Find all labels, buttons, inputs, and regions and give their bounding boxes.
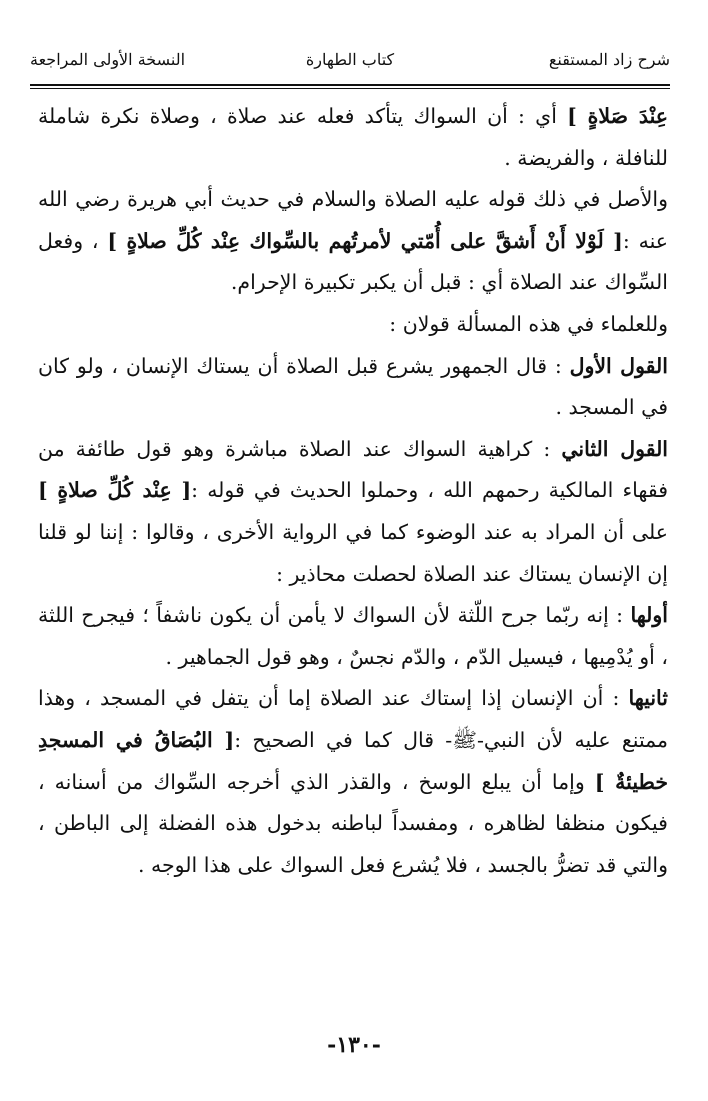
running-header [30,44,670,84]
paragraph [38,429,668,595]
paragraph-lead: ثانيها [628,686,668,711]
paragraph [38,96,668,179]
header-chapter-title: كتاب الطهارة [305,50,395,69]
paragraph [38,304,668,346]
paragraph [38,346,668,429]
paragraph [38,179,668,304]
paragraph [38,678,668,886]
paragraph [38,595,668,678]
paragraph-text: : كراهية السواك عند الصلاة مباشرة وهو قول طائفة من فقهاء المالكية رحمهم الله ، وحملوا الحديث في قوله : [38,436,668,503]
body-text [38,96,668,886]
paragraph-text: : قال الجمهور يشرع قبل الصلاة أن يستاك الإنسان ، ولو كان في المسجد . [38,353,668,420]
paragraph-tail: وإما أن يبلع الوسخ ، والقذر الذي أخرجه السِّواك من أسنانه ، فيكون منظفا لظاهره ، ومفسداً لباطنه بدخول هذه الفضلة إلى الباطن ، والتي قد تضرُّ بالجسد ، فلا يُشرع فعل السواك على هذا الوجه . [38,769,668,877]
paragraph-tail: ، وفعل السِّواك عند الصلاة أي : قبل أن يكبر تكبيرة الإحرام. [38,228,668,295]
header-rule-thin [30,88,670,89]
paragraph-text: وللعلماء في هذه المسألة قولان : [389,311,668,336]
paragraph-lead: عِنْدَ صَلاةٍ ] [567,104,668,128]
hadith-quote: [ عِنْد كُلِّ صلاةٍ ] [38,478,192,503]
hadith-quote: [ البُصَاقُ في المسجدِ خطيئةٌ ] [38,727,668,794]
header-rule [30,84,670,86]
paragraph-tail: على أن المراد به عند الوضوء كما في الرواية الأخرى ، وقالوا : إننا لو قلنا إن الإنسان يستاك عند الصلاة لحصلت محاذير : [38,519,668,586]
paragraph-text: : إنه ربّما جرح اللّثة لأن السواك لا يأمن أن يكون ناشفاً ؛ فيجرح اللثة ، أو يُدْمِيها ، فيسيل الدّم ، والدّم نجسٌ ، وهو قول الجماهير . [38,603,668,669]
paragraph-lead: القول الأول [569,353,668,378]
header-edition-note: النسخة الأولى المراجعة [30,50,186,69]
paragraph-text: : أن الإنسان إذا إستاك عند الصلاة إما أن يتفل في المسجد ، وهذا ممتنع عليه لأن النبي-ﷺ- قال كما في الصحيح : [38,686,668,752]
paragraph-text: والأصل في ذلك قوله عليه الصلاة والسلام في حديث أبي هريرة رضي الله عنه : [38,187,669,253]
hadith-quote: [ لَوْلا أَنْ أَشقَّ على أُمّتي لأمرتُهم بالسِّواك عِنْد كُلِّ صلاةٍ ] [107,228,623,253]
page-number: -١٣٠- [327,1032,381,1058]
paragraph-lead: القول الثاني [561,436,669,461]
header-book-title: شرح زاد المستقنع [548,50,670,69]
paragraph-text: أي : أن السواك يتأكد فعله عند صلاة ، وصلاة نكرة شاملة للنافلة ، والفريضة . [38,104,668,170]
paragraph-lead: أولها [630,603,668,628]
